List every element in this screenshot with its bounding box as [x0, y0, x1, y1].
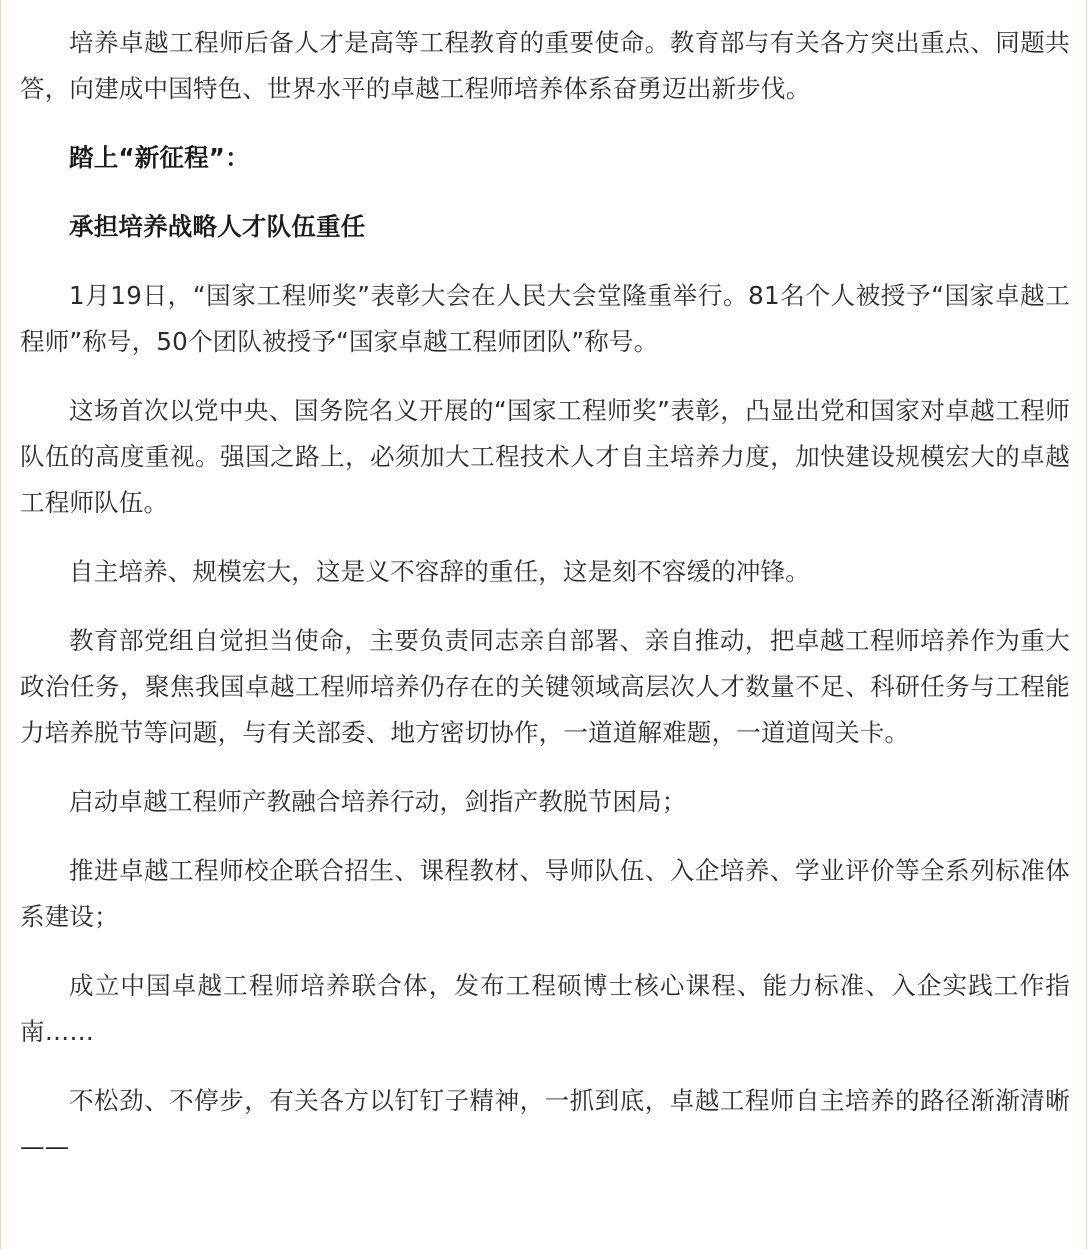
paragraph-action-1: 启动卓越工程师产教融合培养行动，剑指产教脱节困局； — [69, 787, 687, 816]
paragraph-responsibility: 自主培养、规模宏大，这是义不容辞的重任，这是刻不容缓的冲锋。 — [69, 557, 810, 586]
section-heading-line-2: 承担培养战略人才队伍重任 — [69, 212, 366, 241]
paragraph-ministry-actions: 教育部党组自觉担当使命，主要负责同志亲自部署、亲自推动，把卓越工程师培养作为重大政治任务，聚焦我国卓越工程师培养仍存在的关键领域高层次人才数量不足、科研任务与工程能力培养脱节等问题，与有关部委、地方密切协作，一道道解难题，一道道闯关卡。 — [20, 626, 1070, 747]
paragraph-conclusion: 不松劲、不停步，有关各方以钉钉子精神，一抓到底，卓越工程师自主培养的路径渐渐清晰—— — [20, 1086, 1070, 1161]
paragraph-award-ceremony: 1月19日，“国家工程师奖”表彰大会在人民大会堂隆重举行。81名个人被授予“国家卓越工程师”称号，50个团队被授予“国家卓越工程师团队”称号。 — [20, 281, 1070, 356]
article-body — [20, 20, 1070, 1193]
paragraph-action-3: 成立中国卓越工程师培养联合体，发布工程硕博士核心课程、能力标准、入企实践工作指南…… — [20, 971, 1070, 1046]
paragraph-action-2: 推进卓越工程师校企联合招生、课程教材、导师队伍、入企培养、学业评价等全系列标准体系建设； — [20, 856, 1070, 931]
paragraph-significance: 这场首次以党中央、国务院名义开展的“国家工程师奖”表彰，凸显出党和国家对卓越工程师队伍的高度重视。强国之路上，必须加大工程技术人才自主培养力度，加快建设规模宏大的卓越工程师队伍。 — [20, 396, 1070, 517]
section-heading-line-1: 踏上“新征程”： — [69, 143, 250, 172]
paragraph-intro: 培养卓越工程师后备人才是高等工程教育的重要使命。教育部与有关各方突出重点、同题共答，向建成中国特色、世界水平的卓越工程师培养体系奋勇迈出新步伐。 — [20, 28, 1070, 103]
